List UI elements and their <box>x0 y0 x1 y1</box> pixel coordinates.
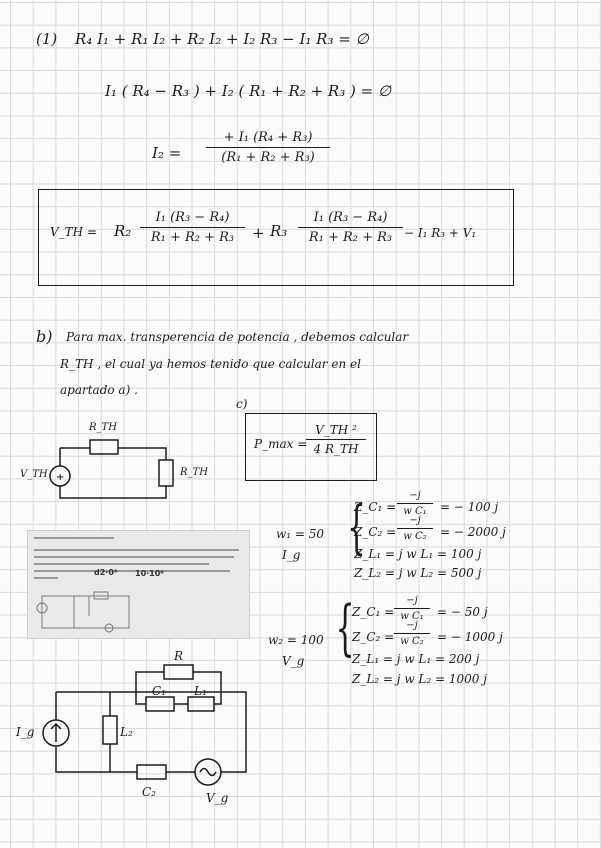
omega1-zc2-den: w C₂ <box>403 531 427 542</box>
part-number: (1) <box>36 30 58 48</box>
i2-denominator: (R₁ + R₂ + R₃) <box>221 150 315 165</box>
resistor-r-label: R <box>174 649 184 663</box>
photo-text-line <box>34 570 230 572</box>
photo-label-1: d2·0³ <box>94 568 118 577</box>
omega2-zc1-den: w C₁ <box>400 611 424 622</box>
vth-fraction-2 <box>298 210 403 245</box>
omega2-zc2-fraction <box>394 620 430 647</box>
photo-text-line <box>34 563 209 565</box>
omega1-zc2-fraction <box>397 515 433 542</box>
vth-lhs: V_TH = <box>50 225 98 239</box>
omega2-zc2-num: −j <box>394 620 430 634</box>
photo-circuit-sketch <box>34 586 154 636</box>
omega2-zc2-den: w C₂ <box>400 636 424 647</box>
photo-text-line <box>34 537 114 539</box>
l1-label: L₁ <box>194 684 207 698</box>
omega1-zc2: Z_C₂ = <box>354 525 397 539</box>
omega2-zl2: Z_L₂ = j w L₂ = 1000 j <box>352 672 487 686</box>
vth-fraction-2-num: I₁ (R₃ − R₄) <box>298 210 403 228</box>
vth-fraction-1-num: I₁ (R₃ − R₄) <box>140 210 245 228</box>
l2-label: L₂ <box>120 725 133 739</box>
omega1-zc1-value: = − 100 j <box>440 500 499 514</box>
omega1-zl1: Z_L₁ = j w L₁ = 100 j <box>354 547 482 561</box>
vg-label: V_g <box>206 791 229 805</box>
i2-lhs: I₂ = <box>152 144 182 162</box>
omega1-label: w₁ = 50 <box>276 527 325 541</box>
ig-label: I_g <box>16 725 35 739</box>
vth-fraction-1 <box>140 210 245 245</box>
omega2-zc1-num: −j <box>394 595 430 609</box>
part-b-label: b) <box>36 327 53 346</box>
photo-text-line <box>34 556 234 558</box>
omega1-brace: { <box>347 493 366 561</box>
omega2-label: w₂ = 100 <box>268 633 324 647</box>
part-c-label: c) <box>236 397 248 411</box>
vth-r2: R₂ <box>114 222 132 240</box>
omega1-zl2: Z_L₂ = j w L₂ = 500 j <box>354 566 482 580</box>
omega1-zc1-fraction <box>397 490 433 517</box>
photo-text-line <box>34 577 58 579</box>
vth-plus: + <box>252 224 265 242</box>
pmax-numerator: V_TH ² <box>306 423 366 440</box>
omega2-zc2: Z_C₂ = <box>352 630 395 644</box>
photo-label-2: 10·10⁶ <box>135 569 164 578</box>
pmax-fraction <box>306 423 366 456</box>
omega2-brace: { <box>335 593 355 663</box>
equation-1: R₄ I₁ + R₁ I₂ + R₂ I₂ + I₂ R₃ − I₁ R₃ = ∅ <box>75 30 369 48</box>
main-circuit <box>0 640 280 790</box>
pmax-lhs: P_max = <box>254 437 308 451</box>
part-b-line-2: R_TH , el cual ya hemos tenido que calcular en el <box>60 357 361 371</box>
i2-fraction <box>206 130 330 165</box>
vth-tail: − I₁ R₃ + V₁ <box>404 226 477 240</box>
omega1-source: I_g <box>282 548 301 562</box>
omega2-zc1-fraction <box>394 595 430 622</box>
omega2-zc1: Z_C₁ = <box>352 605 395 619</box>
c1-label: C₁ <box>152 684 166 698</box>
omega2-zc1-value: = − 50 j <box>437 605 488 619</box>
part-b-line-1: Para max. transperencia de potencia , debemos calcular <box>66 330 409 344</box>
photo-text-line <box>34 549 239 551</box>
i2-numerator: + I₁ (R₄ + R₃) <box>206 130 330 148</box>
vth-fraction-2-den: R₁ + R₂ + R₃ <box>308 230 393 245</box>
part-b-line-3: apartado a) . <box>60 383 138 397</box>
vth-fraction-1-den: R₁ + R₂ + R₃ <box>150 230 235 245</box>
vth-source-label: V_TH <box>20 469 48 480</box>
omega2-source: V_g <box>282 654 305 668</box>
rth-top-label: R_TH <box>89 422 117 433</box>
svg-text:+: + <box>56 472 65 483</box>
pmax-denominator: 4 R_TH <box>313 442 359 456</box>
omega1-zc1: Z_C₁ = <box>354 500 397 514</box>
thevenin-circuit <box>18 418 218 508</box>
embedded-problem-photo <box>27 530 250 639</box>
vth-r3: R₃ <box>270 222 288 240</box>
omega1-zc1-den: w C₁ <box>403 506 427 517</box>
omega1-zc1-num: −j <box>397 490 433 504</box>
equation-2: I₁ ( R₄ − R₃ ) + I₂ ( R₁ + R₂ + R₃ ) = ∅ <box>105 82 392 100</box>
rth-right-label: R_TH <box>180 467 208 478</box>
omega1-zc2-value: = − 2000 j <box>440 525 506 539</box>
omega2-zc2-value: = − 1000 j <box>437 630 503 644</box>
omega1-zc2-num: −j <box>397 515 433 529</box>
omega2-zl1: Z_L₁ = j w L₁ = 200 j <box>352 652 480 666</box>
c2-label: C₂ <box>142 785 156 799</box>
